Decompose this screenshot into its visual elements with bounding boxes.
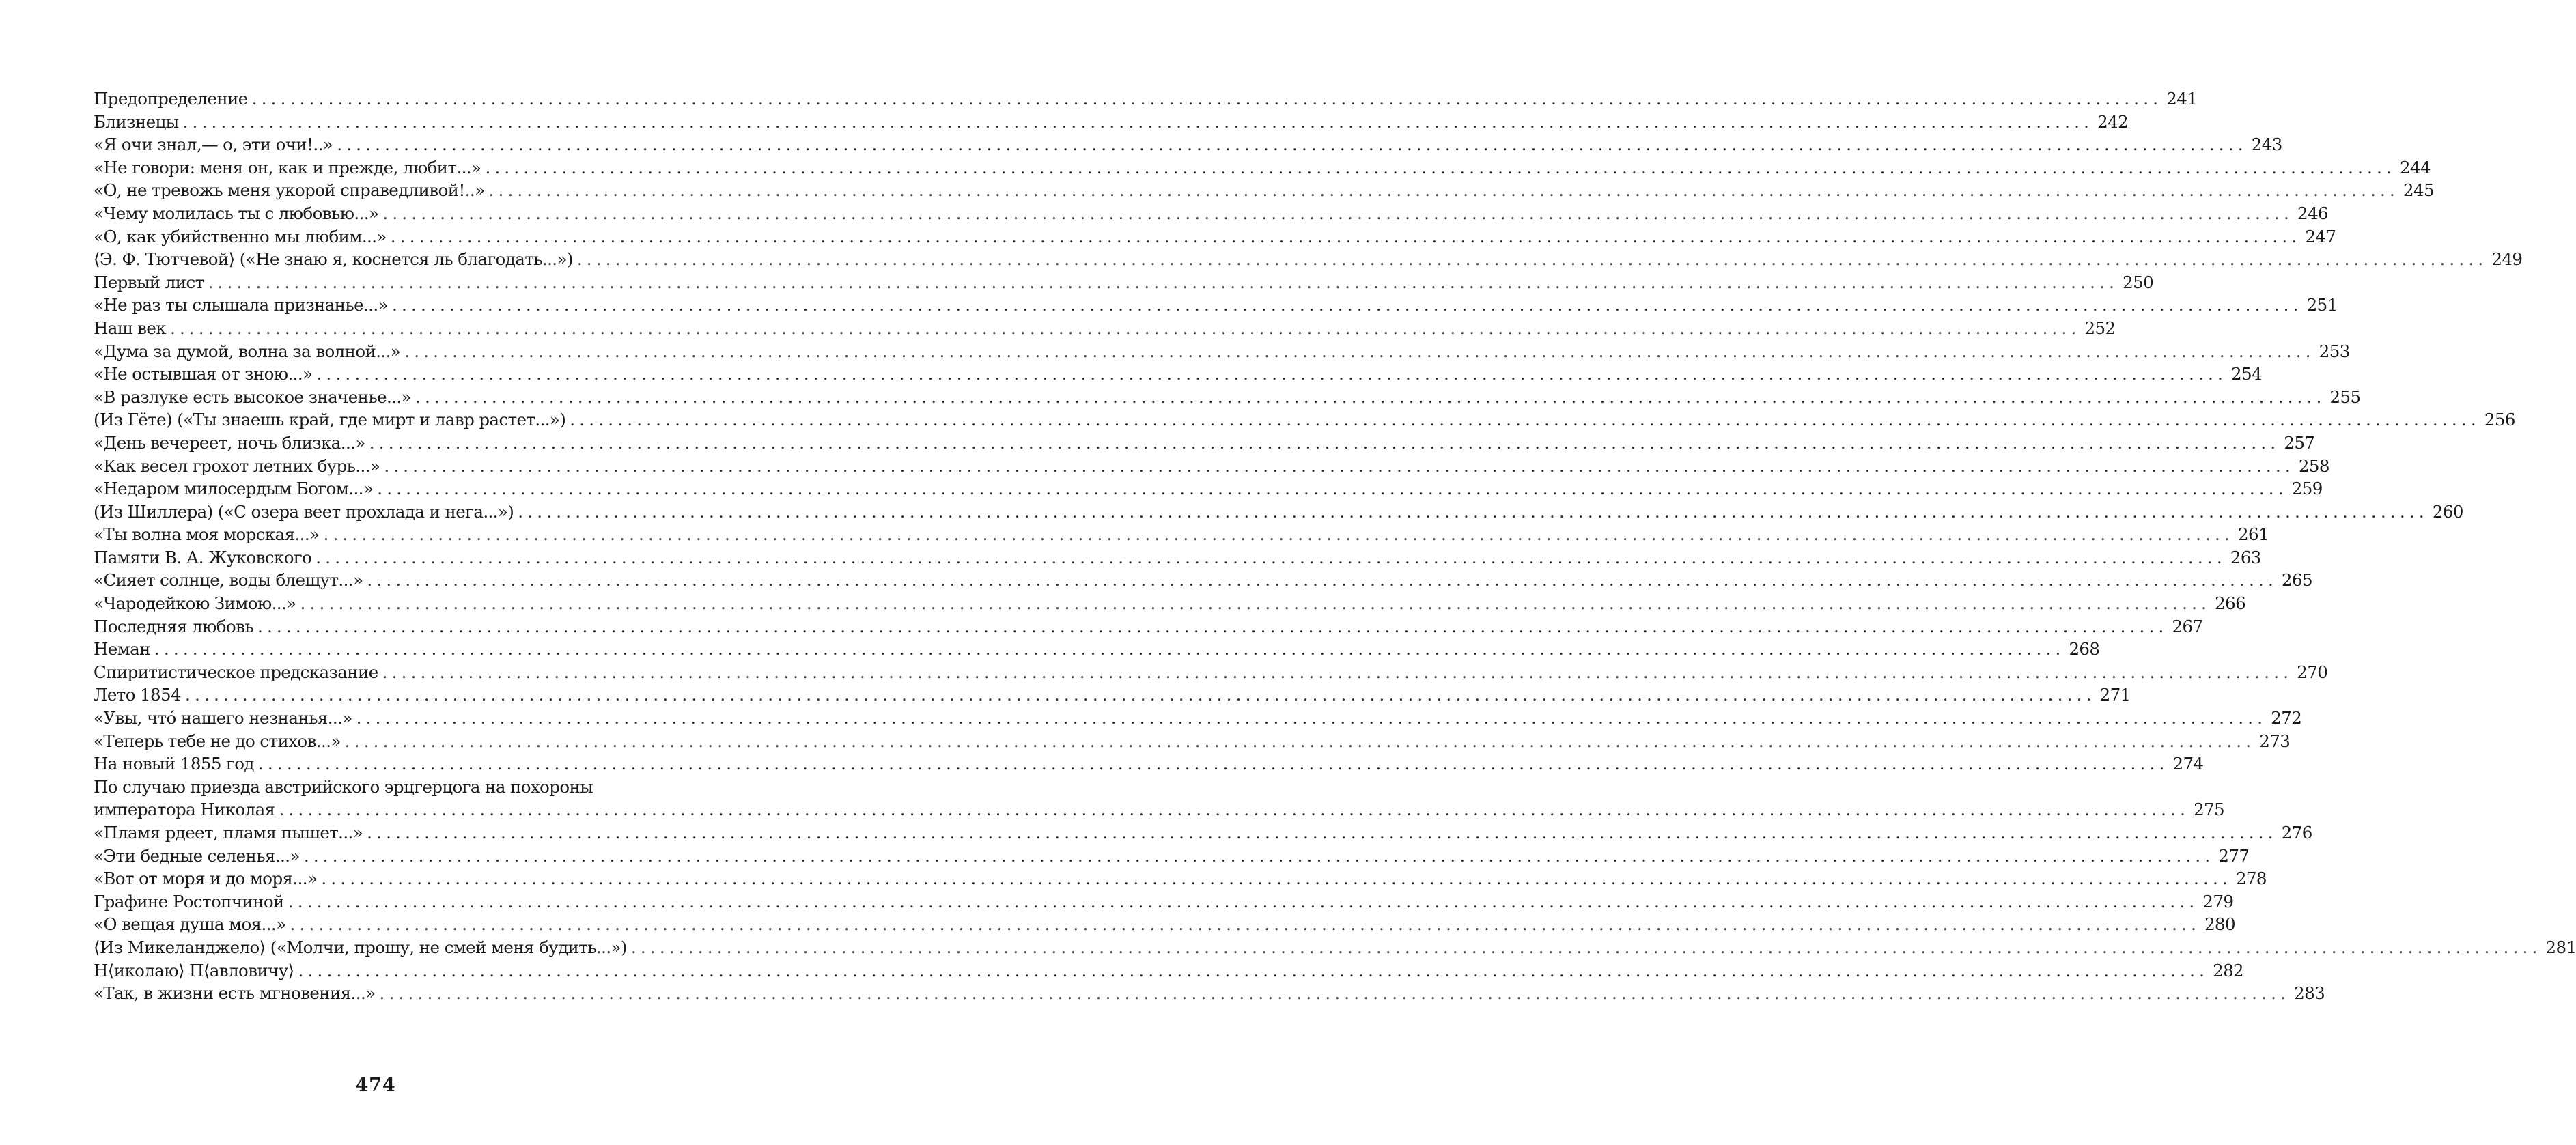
toc-entry-page: 256 (2484, 410, 2515, 430)
leader-dots: ........................................................................................................................................................................................................ (316, 364, 2227, 384)
toc-entry (94, 477, 2323, 500)
toc-entry-title: «Так, в жизни есть мгновения...» (94, 983, 376, 1004)
toc-entry-title: Неман (94, 639, 150, 660)
toc-entry-page: 242 (2097, 111, 2129, 132)
toc-list-continued (94, 821, 2576, 1005)
toc-entry (94, 707, 2302, 730)
toc-entry (94, 867, 2267, 890)
toc-entry-page: 257 (2284, 432, 2315, 453)
toc-entry-title: ⟨Из Микеланджело⟩ («Молчи, прошу, не смей меня будить...») (94, 937, 627, 957)
toc-entry-title: «О вещая душа моя...» (94, 914, 286, 935)
toc-entry (94, 913, 2236, 936)
toc-entry (94, 271, 2154, 294)
toc-entry-page: 275 (2194, 800, 2225, 820)
toc-entry-title: «Ты волна моя морская...» (94, 524, 320, 545)
toc-entry-title: «Не остывшая от зною...» (94, 364, 313, 384)
leader-dots: ........................................................................................................................................................................................................ (288, 891, 2199, 911)
toc-entry-title: Первый лист (94, 272, 204, 292)
toc-entry-title: «Недаром милосердым Богом...» (94, 479, 374, 499)
toc-entry-title: «Эти бедные селенья...» (94, 845, 300, 866)
toc-entry-title: «Увы, что́ нашего незнанья...» (94, 708, 352, 729)
toc-entry-page: 244 (2400, 157, 2431, 178)
leader-dots: ........................................................................................................................................................................................................ (303, 845, 2215, 866)
toc-entry (94, 500, 2463, 524)
toc-entry-title: «Не говори: меня он, как и прежде, любит...» (94, 157, 481, 178)
toc-entry-page: 276 (2281, 823, 2312, 843)
toc-entry (94, 936, 2576, 959)
toc-entry-page: 267 (2172, 616, 2203, 636)
leader-dots: ........................................................................................................................................................................................................ (300, 593, 2211, 614)
leader-dots: ........................................................................................................................................................................................................ (382, 203, 2293, 223)
toc-entry-title: Спиритистическое предсказание (94, 662, 378, 682)
page-number: 474 (355, 1075, 396, 1096)
toc-entry-page: 265 (2281, 570, 2312, 591)
leader-dots: ........................................................................................................................................................................................................ (337, 135, 2248, 155)
toc-entry-page: 250 (2123, 272, 2154, 292)
toc-entry-title: «Не раз ты слышала признанье...» (94, 295, 389, 315)
toc-entry-title: Графине Ростопчиной (94, 891, 284, 911)
toc-entry (94, 845, 2250, 868)
toc-entry (94, 592, 2246, 615)
toc-entry-title: «Вот от моря и до моря...» (94, 868, 318, 889)
leader-dots: ........................................................................................................................................................................................................ (415, 386, 2326, 407)
toc-entry (94, 386, 2361, 409)
leader-dots: ........................................................................................................................................................................................................ (279, 800, 2190, 820)
toc-entry-page: 263 (2230, 547, 2261, 567)
leader-dots: ........................................................................................................................................................................................................ (321, 868, 2232, 889)
toc-entry (94, 317, 2116, 340)
leader-dots: ........................................................................................................................................................................................................ (182, 111, 2094, 132)
toc-entry-page: 282 (2213, 960, 2244, 980)
leader-dots: ........................................................................................................................................................................................................ (290, 914, 2201, 935)
leader-dots: ........................................................................................................................................................................................................ (257, 754, 2169, 774)
toc-entry-title: «Как весел грохот летних бурь...» (94, 455, 380, 476)
toc-entry-page: 279 (2202, 891, 2234, 911)
toc-entry (94, 730, 2291, 753)
leader-dots: ........................................................................................................................................................................................................ (518, 501, 2428, 522)
toc-entry-page: 273 (2259, 731, 2291, 751)
leader-dots: ........................................................................................................................................................................................................ (390, 226, 2301, 246)
leader-dots: ........................................................................................................................................................................................................ (488, 180, 2400, 201)
toc-entry-page: 268 (2069, 639, 2100, 660)
toc-entry (94, 363, 2262, 386)
table-of-contents (94, 87, 2576, 1005)
toc-entry-page: 241 (2166, 89, 2198, 109)
toc-entry-page: 251 (2306, 295, 2338, 315)
leader-dots: ........................................................................................................................................................................................................ (382, 662, 2293, 682)
toc-entry (94, 87, 2198, 111)
toc-entry-title: «День вечереет, ночь близка...» (94, 432, 365, 453)
toc-entry (94, 661, 2328, 684)
toc-entry-page: 243 (2251, 135, 2282, 155)
toc-entry-page: 283 (2294, 983, 2325, 1004)
toc-entry-page: 253 (2319, 341, 2350, 361)
toc-entry-title: (Из Гёте) («Ты знаешь край, где мирт и лавр растет...») (94, 410, 566, 430)
leader-dots: ........................................................................................................................................................................................................ (356, 708, 2267, 729)
leader-dots: ........................................................................................................................................................................................................ (208, 272, 2119, 292)
toc-entry-title: «Пламя рдеет, пламя пышет...» (94, 823, 363, 843)
toc-entry-page: 247 (2305, 226, 2336, 246)
toc-entry-title: «Чему молилась ты с любовью...» (94, 203, 379, 223)
toc-entry-title: Наш век (94, 317, 166, 338)
toc-entry (94, 890, 2234, 914)
leader-dots: ........................................................................................................................................................................................................ (485, 157, 2396, 178)
toc-entry-title: Близнецы (94, 111, 179, 132)
leader-dots: ........................................................................................................................................................................................................ (257, 616, 2168, 636)
toc-entry-page: 266 (2215, 593, 2246, 614)
leader-dots: ........................................................................................................................................................................................................ (377, 479, 2288, 499)
toc-entry-page: 261 (2238, 524, 2269, 545)
toc-entry (94, 752, 2204, 776)
toc-entry-page: 246 (2297, 203, 2328, 223)
toc-entry-page: 255 (2329, 386, 2361, 407)
toc-entry-title: На новый 1855 год (94, 754, 254, 774)
toc-entry-title: «О, как убийственно мы любим...» (94, 226, 387, 246)
toc-entry (94, 638, 2100, 661)
toc-entry-title-line1: По случаю приезда австрийского эрцгерцога на похороны (94, 776, 593, 797)
toc-entry (94, 959, 2244, 983)
toc-entry-title: «Теперь тебе не до стихов...» (94, 731, 341, 751)
leader-dots: ........................................................................................................................................................................................................ (404, 341, 2315, 361)
toc-entry (94, 615, 2203, 638)
toc-entry-title-line2: императора Николая (94, 800, 275, 820)
leader-dots: ........................................................................................................................................................................................................ (379, 983, 2291, 1004)
leader-dots: ........................................................................................................................................................................................................ (344, 731, 2256, 751)
toc-entry-page: 277 (2218, 845, 2250, 866)
leader-dots: ........................................................................................................................................................................................................ (570, 410, 2480, 430)
toc-entry-page: 259 (2291, 479, 2323, 499)
toc-entry (94, 455, 2329, 478)
leader-dots: ........................................................................................................................................................................................................ (392, 295, 2303, 315)
leader-dots: ........................................................................................................................................................................................................ (169, 317, 2081, 338)
toc-entry-multiline (94, 776, 2225, 821)
toc-entry-line2 (94, 798, 2225, 821)
toc-entry-page: 281 (2545, 937, 2576, 957)
toc-entry-page: 278 (2235, 868, 2267, 889)
toc-entry-title: Лето 1854 (94, 685, 181, 705)
toc-entry (94, 179, 2435, 202)
toc-entry-page: 270 (2297, 662, 2328, 682)
leader-dots: ........................................................................................................................................................................................................ (369, 432, 2280, 453)
leader-dots: ........................................................................................................................................................................................................ (154, 639, 2065, 660)
leader-dots: ........................................................................................................................................................................................................ (630, 937, 2542, 957)
toc-entry (94, 683, 2131, 707)
leader-dots: ........................................................................................................................................................................................................ (251, 89, 2163, 109)
toc-entry (94, 821, 2312, 845)
toc-entry-title: «В разлуке есть высокое значенье...» (94, 386, 411, 407)
toc-entry (94, 133, 2282, 156)
leader-dots: ........................................................................................................................................................................................................ (316, 547, 2226, 567)
toc-list (94, 87, 2523, 776)
toc-entry (94, 225, 2336, 249)
leader-dots: ........................................................................................................................................................................................................ (298, 960, 2209, 980)
toc-entry-page: 271 (2099, 685, 2131, 705)
toc-entry (94, 156, 2431, 180)
toc-entry-title: ⟨Э. Ф. Тютчевой⟩ («Не знаю я, коснется ль благодать...») (94, 249, 573, 270)
toc-entry-page: 272 (2271, 708, 2302, 729)
toc-entry-title: Последняя любовь (94, 616, 253, 636)
toc-entry (94, 340, 2350, 363)
toc-entry-title: «Чародейкою Зимою...» (94, 593, 296, 614)
leader-dots: ........................................................................................................................................................................................................ (576, 249, 2488, 270)
toc-entry (94, 294, 2338, 317)
toc-entry (94, 569, 2312, 592)
toc-entry (94, 202, 2328, 225)
toc-entry-page: 249 (2491, 249, 2523, 270)
toc-entry-title: Предопределение (94, 89, 248, 109)
toc-entry-title: «Сияет солнце, воды блещут...» (94, 570, 363, 591)
leader-dots: ........................................................................................................................................................................................................ (323, 524, 2235, 545)
leader-dots: ........................................................................................................................................................................................................ (185, 685, 2096, 705)
toc-entry-title: «О, не тревожь меня укорой справедливой!..» (94, 180, 485, 201)
toc-entry-title: (Из Шиллера) («С озера веет прохлада и нега...») (94, 501, 514, 522)
toc-entry-page: 280 (2204, 914, 2236, 935)
toc-entry (94, 248, 2523, 271)
toc-entry-page: 252 (2084, 317, 2116, 338)
toc-entry (94, 111, 2129, 134)
toc-entry-title: «Дума за думой, волна за волной...» (94, 341, 401, 361)
leader-dots: ........................................................................................................................................................................................................ (367, 823, 2278, 843)
toc-entry (94, 432, 2315, 455)
toc-entry-title: Н⟨иколаю⟩ П⟨авловичу⟩ (94, 960, 294, 980)
toc-entry (94, 408, 2515, 432)
toc-entry-page: 245 (2403, 180, 2435, 201)
toc-entry (94, 982, 2325, 1005)
toc-entry-page: 254 (2230, 364, 2262, 384)
toc-entry (94, 546, 2261, 569)
toc-entry-page: 260 (2432, 501, 2463, 522)
toc-entry-title: «Я очи знал,— о, эти очи!..» (94, 135, 333, 155)
toc-entry-page: 258 (2298, 455, 2329, 476)
toc-entry (94, 523, 2269, 546)
toc-entry-title: Памяти В. А. Жуковского (94, 547, 312, 567)
leader-dots: ........................................................................................................................................................................................................ (384, 455, 2295, 476)
toc-entry-page: 274 (2172, 754, 2204, 774)
leader-dots: ........................................................................................................................................................................................................ (367, 570, 2278, 591)
